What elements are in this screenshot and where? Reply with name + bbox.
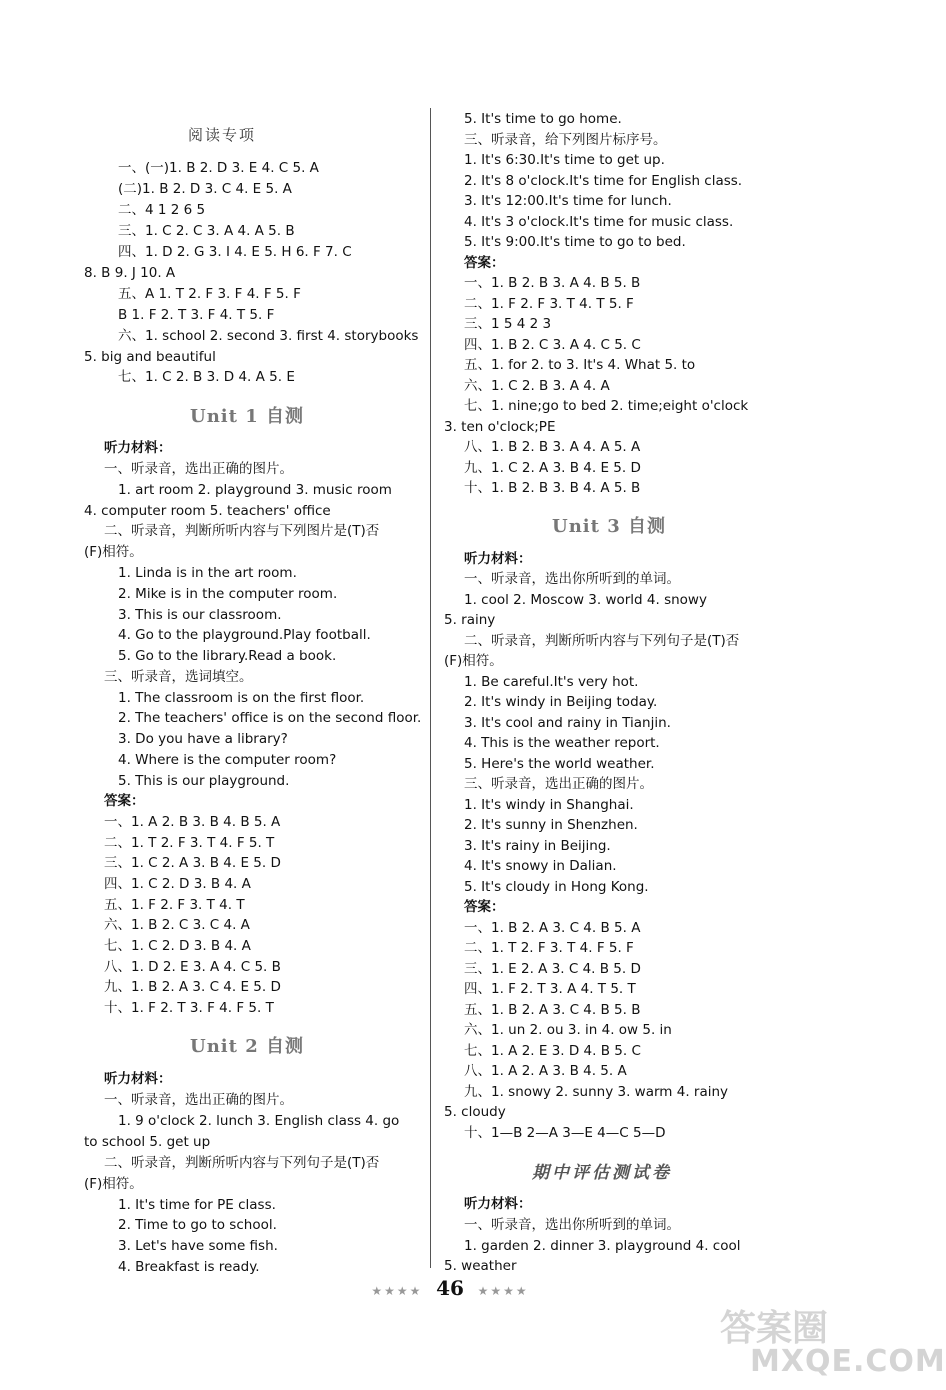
text-line: 5. It's time to go home. (464, 111, 622, 127)
answer-line: 八、1. B 2. B 3. A 4. A 5. A (464, 439, 641, 455)
column-divider (430, 108, 431, 1268)
answer-line: B 1. F 2. T 3. F 4. T 5. F (118, 307, 275, 323)
text-line: 3. Let's have some fish. (118, 1238, 278, 1254)
text-line: 4. This is the weather report. (464, 735, 660, 751)
answer-line: 3. ten o'clock;PE (444, 419, 556, 435)
watermark-logo (720, 1300, 946, 1380)
stars-right-icon: ★★★★ (477, 1284, 529, 1298)
listening-label: 听力材料： (104, 1071, 172, 1087)
text-line: 5. Go to the library.Read a book. (118, 648, 337, 664)
answer-line: 8. B 9. J 10. A (84, 265, 176, 281)
answer-line: (二)1. B 2. D 3. C 4. E 5. A (118, 181, 292, 197)
answers-label: 答案： (464, 899, 505, 915)
instruction-line: 三、听录音，选词填空。 (104, 669, 253, 685)
section-title-unit3: Unit 3 自测 (552, 516, 666, 537)
text-line: 1. 9 o'clock 2. lunch 3. English class 4. go (118, 1113, 400, 1129)
text-line: 4. It's snowy in Dalian. (464, 858, 617, 874)
instruction-line: 一、听录音，选出正确的图片。 (104, 1092, 293, 1108)
answer-line: 三、1 5 4 2 3 (464, 316, 552, 332)
answer-line: 二、1. F 2. F 3. T 4. T 5. F (464, 296, 634, 312)
text-line: 3. It's cool and rainy in Tianjin. (464, 715, 671, 731)
answer-line: 四、1. B 2. C 3. A 4. C 5. C (464, 337, 641, 353)
text-line: 1. It's windy in Shanghai. (464, 797, 634, 813)
listening-label: 听力材料： (104, 440, 172, 456)
text-line: 5. rainy (444, 612, 496, 628)
answer-line: 二、1. T 2. F 3. T 4. F 5. T (104, 835, 275, 851)
answers-label: 答案： (104, 793, 145, 809)
answer-line: 四、1. C 2. D 3. B 4. A (104, 876, 251, 892)
instruction-line: (F)相符。 (444, 653, 503, 669)
text-line: 1. garden 2. dinner 3. playground 4. cool (464, 1238, 741, 1254)
section-title-unit2: Unit 2 自测 (190, 1036, 304, 1057)
answers-label: 答案： (464, 255, 505, 271)
watermark-text: 答案圈 (720, 1308, 829, 1349)
answer-line: 四、1. D 2. G 3. I 4. E 5. H 6. F 7. C (118, 244, 352, 260)
text-line: 4. Go to the playground.Play football. (118, 627, 371, 643)
answer-line: 六、1. un 2. ou 3. in 4. ow 5. in (464, 1022, 672, 1038)
answer-line: 七、1. A 2. E 3. D 4. B 5. C (464, 1043, 641, 1059)
text-line: 5. It's 9:00.It's time to go to bed. (464, 234, 686, 250)
listening-label: 听力材料： (464, 1196, 532, 1212)
answer-line: 四、1. F 2. T 3. A 4. T 5. T (464, 981, 636, 997)
page-number: 46 (436, 1276, 464, 1300)
text-line: 4. Where is the computer room? (118, 752, 337, 768)
instruction-line: 三、听录音，选出正确的图片。 (464, 776, 653, 792)
instruction-line: 一、听录音，选出正确的图片。 (104, 461, 293, 477)
answer-line: 六、1. school 2. second 3. first 4. storybooks (118, 328, 419, 344)
section-title-unit1: Unit 1 自测 (190, 406, 304, 427)
answer-line: 五、1. for 2. to 3. It's 4. What 5. to (464, 357, 696, 373)
text-line: 3. Do you have a library? (118, 731, 288, 747)
text-line: 5. Here's the world weather. (464, 756, 655, 772)
text-line: 2. Mike is in the computer room. (118, 586, 338, 602)
text-line: 4. It's 3 o'clock.It's time for music class. (464, 214, 734, 230)
instruction-line: 三、听录音，给下列图片标序号。 (464, 132, 667, 148)
text-line: 5. It's cloudy in Hong Kong. (464, 879, 649, 895)
answer-line: 七、1. nine;go to bed 2. time;eight o'clock (464, 398, 749, 414)
text-line: 2. It's sunny in Shenzhen. (464, 817, 638, 833)
answer-line: 一、1. B 2. B 3. A 4. B 5. B (464, 275, 641, 291)
text-line: 2. It's 8 o'clock.It's time for English class. (464, 173, 743, 189)
text-line: 1. art room 2. playground 3. music room (118, 482, 392, 498)
listening-label: 听力材料： (464, 551, 532, 567)
answer-line: 六、1. B 2. C 3. C 4. A (104, 917, 250, 933)
section-title-midterm: 期中评估测试卷 (532, 1163, 672, 1183)
answer-line: 六、1. C 2. B 3. A 4. A (464, 378, 610, 394)
answer-line: 二、1. T 2. F 3. T 4. F 5. F (464, 940, 634, 956)
instruction-line: 一、听录音，选出你所听到的单词。 (464, 571, 680, 587)
answer-line: 九、1. C 2. A 3. B 4. E 5. D (464, 460, 641, 476)
page-footer (0, 1276, 900, 1300)
text-line: 4. computer room 5. teachers' office (84, 503, 331, 519)
answer-line: 三、1. C 2. A 3. B 4. E 5. D (104, 855, 281, 871)
answer-line: 七、1. C 2. D 3. B 4. A (104, 938, 251, 954)
watermark-url: MXQE.COM (750, 1344, 946, 1379)
section-title-reading: 阅读专项 (188, 126, 257, 144)
instruction-line: 二、听录音，判断所听内容与下列图片是(T)否 (104, 523, 380, 539)
answer-line: 一、1. A 2. B 3. B 4. B 5. A (104, 814, 281, 830)
answer-line: 九、1. B 2. A 3. C 4. E 5. D (104, 979, 281, 995)
text-line: 1. It's time for PE class. (118, 1197, 276, 1213)
text-line: 2. It's windy in Beijing today. (464, 694, 658, 710)
answer-line: 5. big and beautiful (84, 349, 216, 365)
answer-line: 五、1. B 2. A 3. C 4. B 5. B (464, 1002, 641, 1018)
answer-line: 5. cloudy (444, 1104, 506, 1120)
answer-line: 五、1. F 2. F 3. T 4. T (104, 897, 245, 913)
answer-line: 一、1. B 2. A 3. C 4. B 5. A (464, 920, 641, 936)
text-line: 1. The classroom is on the first floor. (118, 690, 365, 706)
text-line: 4. Breakfast is ready. (118, 1259, 260, 1275)
answer-line: 八、1. A 2. A 3. B 4. 5. A (464, 1063, 627, 1079)
text-line: 5. This is our playground. (118, 773, 290, 789)
instruction-line: 二、听录音，判断所听内容与下列句子是(T)否 (104, 1155, 380, 1171)
text-line: 5. weather (444, 1258, 517, 1274)
answer-line: 九、1. snowy 2. sunny 3. warm 4. rainy (464, 1084, 729, 1100)
answer-line: 五、A 1. T 2. F 3. F 4. F 5. F (118, 286, 301, 302)
text-line: 3. This is our classroom. (118, 607, 282, 623)
answer-line: 十、1. F 2. T 3. F 4. F 5. T (104, 1000, 274, 1016)
answer-line: 三、1. C 2. C 3. A 4. A 5. B (118, 223, 295, 239)
text-line: 1. It's 6:30.It's time to get up. (464, 152, 665, 168)
answer-line: 三、1. E 2. A 3. C 4. B 5. D (464, 961, 641, 977)
stars-left-icon: ★★★★ (371, 1284, 423, 1298)
text-line: 2. Time to go to school. (118, 1217, 277, 1233)
instruction-line: (F)相符。 (84, 1176, 143, 1192)
text-line: 3. It's rainy in Beijing. (464, 838, 611, 854)
text-line: 2. The teachers' office is on the second floor. (118, 710, 422, 726)
text-line: 1. Linda is in the art room. (118, 565, 297, 581)
text-line: to school 5. get up (84, 1134, 211, 1150)
answer-line: 二、4 1 2 6 5 (118, 202, 206, 218)
text-line: 3. It's 12:00.It's time for lunch. (464, 193, 672, 209)
answer-line: 十、1—B 2—A 3—E 4—C 5—D (464, 1125, 666, 1141)
instruction-line: (F)相符。 (84, 544, 143, 560)
answer-line: 七、1. C 2. B 3. D 4. A 5. E (118, 369, 295, 385)
answer-line: 八、1. D 2. E 3. A 4. C 5. B (104, 959, 281, 975)
answer-line: 一、(一)1. B 2. D 3. E 4. C 5. A (118, 160, 319, 176)
text-line: 1. cool 2. Moscow 3. world 4. snowy (464, 592, 707, 608)
answer-line: 十、1. B 2. B 3. B 4. A 5. B (464, 480, 641, 496)
text-line: 1. Be careful.It's very hot. (464, 674, 639, 690)
instruction-line: 二、听录音，判断所听内容与下列句子是(T)否 (464, 633, 740, 649)
instruction-line: 一、听录音，选出你所听到的单词。 (464, 1217, 680, 1233)
